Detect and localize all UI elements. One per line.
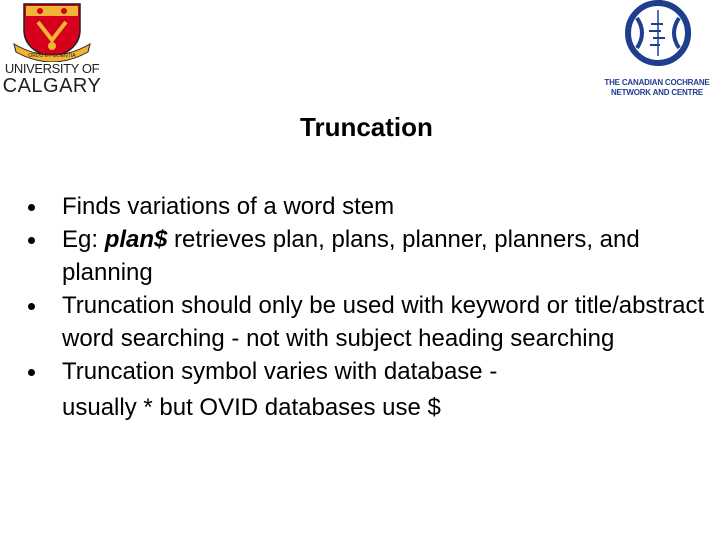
uc-logo-line1: UNIVERSITY OF xyxy=(4,61,100,76)
cochrane-logo-line1: THE CANADIAN COCHRANE xyxy=(604,78,710,87)
bullet-dot-icon xyxy=(28,303,35,310)
university-of-calgary-logo xyxy=(0,0,104,104)
bullet-continuation: usually * but OVID databases use $ xyxy=(62,394,441,421)
bullet-item xyxy=(28,190,708,223)
bullet-dot-icon xyxy=(28,237,35,244)
bullet-dot-icon xyxy=(28,204,35,211)
canadian-cochrane-logo xyxy=(598,0,716,100)
bullet-item xyxy=(28,223,708,289)
cochrane-circle-icon xyxy=(625,0,691,66)
cochrane-logo-line2: NETWORK AND CENTRE xyxy=(610,88,704,97)
calgary-crest-icon xyxy=(12,0,92,62)
bullet-keyword: plan$ xyxy=(104,226,168,253)
bullet-list xyxy=(28,190,708,424)
bullet-item xyxy=(28,355,708,388)
bullet-text: Truncation symbol varies with database - xyxy=(62,358,498,385)
bullet-text: retrieves plan, plans, planner, planners, and planning xyxy=(62,226,640,286)
uc-logo-line2: CALGARY xyxy=(2,75,102,97)
bullet-item xyxy=(28,289,708,355)
bullet-text: Finds variations of a word stem xyxy=(62,193,395,220)
bullet-prefix: Eg: xyxy=(62,226,105,253)
svg-text:ORDO ET SCIENTIA: ORDO ET SCIENTIA xyxy=(28,53,76,59)
bullet-dot-icon xyxy=(28,369,35,376)
bullet-text: Truncation should only be used with keyword or title/abstract word searching - not with subject heading searching xyxy=(62,292,705,352)
slide-title: Truncation xyxy=(300,112,433,142)
